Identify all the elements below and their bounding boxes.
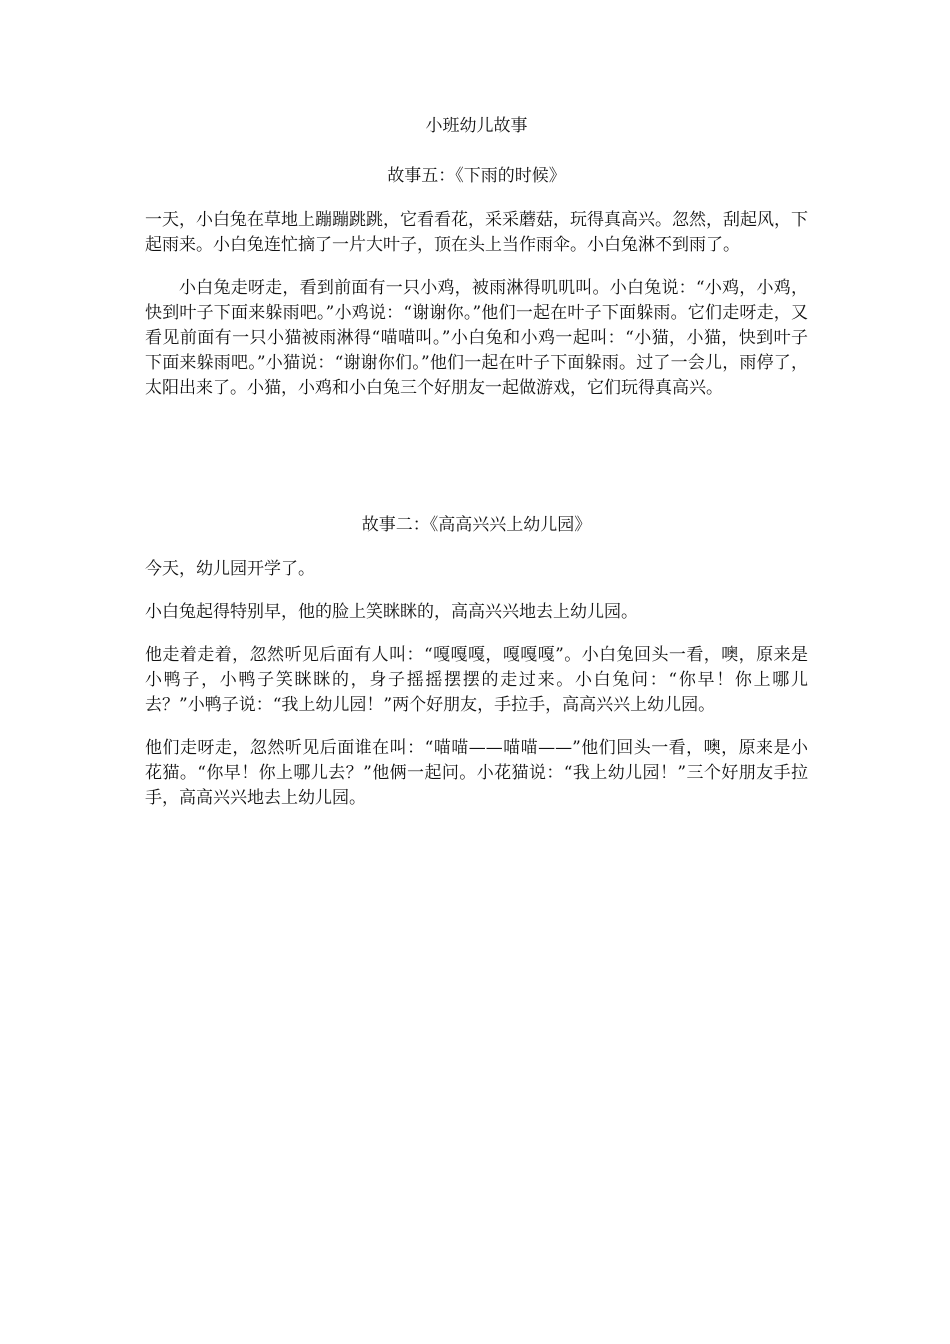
story2-paragraph-3: 他走着走着，忽然听见后面有人叫：“嘎嘎嘎，嘎嘎嘎”。小白兔回头一看，噢，原来是小鸭子，小鸭子笑眯眯的，身子摇摇摆摆的走过来。小白兔问：“你早！你上哪儿去？”小鸭子说：“我上幼儿园！”两个好朋友，手拉手，高高兴兴上幼儿园。 xyxy=(145,645,808,715)
document-title: 小班幼儿故事 xyxy=(425,116,528,136)
section-spacer xyxy=(145,419,808,511)
document-page xyxy=(145,112,808,829)
story5-heading: 故事五：《下雨的时候》 xyxy=(387,166,566,186)
story2-heading: 故事二：《高高兴兴上幼儿园》 xyxy=(361,515,592,535)
story5-paragraph-1: 一天，小白兔在草地上蹦蹦跳跳，它看看花，采采蘑菇，玩得真高兴。忽然，刮起风，下起雨来。小白兔连忙摘了一片大叶子，顶在头上当作雨伞。小白兔淋不到雨了。 xyxy=(145,210,808,255)
story2-paragraph-4: 他们走呀走，忽然听见后面谁在叫：“喵喵——喵喵——”他们回头一看，噢，原来是小花猫。“你早！你上哪儿去？”他俩一起问。小花猫说：“我上幼儿园！”三个好朋友手拉手，高高兴兴地去上幼儿园。 xyxy=(145,738,808,808)
story2-paragraph-2: 小白兔起得特别早，他的脸上笑眯眯的，高高兴兴地去上幼儿园。 xyxy=(145,602,638,622)
story2-paragraph-1: 今天，幼儿园开学了。 xyxy=(145,559,315,579)
story5-paragraph-2: 小白兔走呀走，看到前面有一只小鸡，被雨淋得叽叽叫。小白兔说：“小鸡，小鸡，快到叶子下面来躲雨吧。”小鸡说：“谢谢你。”他们一起在叶子下面躲雨。它们走呀走，又看见前面有一只小猫被雨淋得“喵喵叫。”小白兔和小鸡一起叫：“小猫，小猫，快到叶子下面来躲雨吧。”小猫说：“谢谢你们。”他们一起在叶子下面躲雨。过了一会儿，雨停了，太阳出来了。小猫，小鸡和小白兔三个好朋友一起做游戏，它们玩得真高兴。 xyxy=(145,278,808,398)
